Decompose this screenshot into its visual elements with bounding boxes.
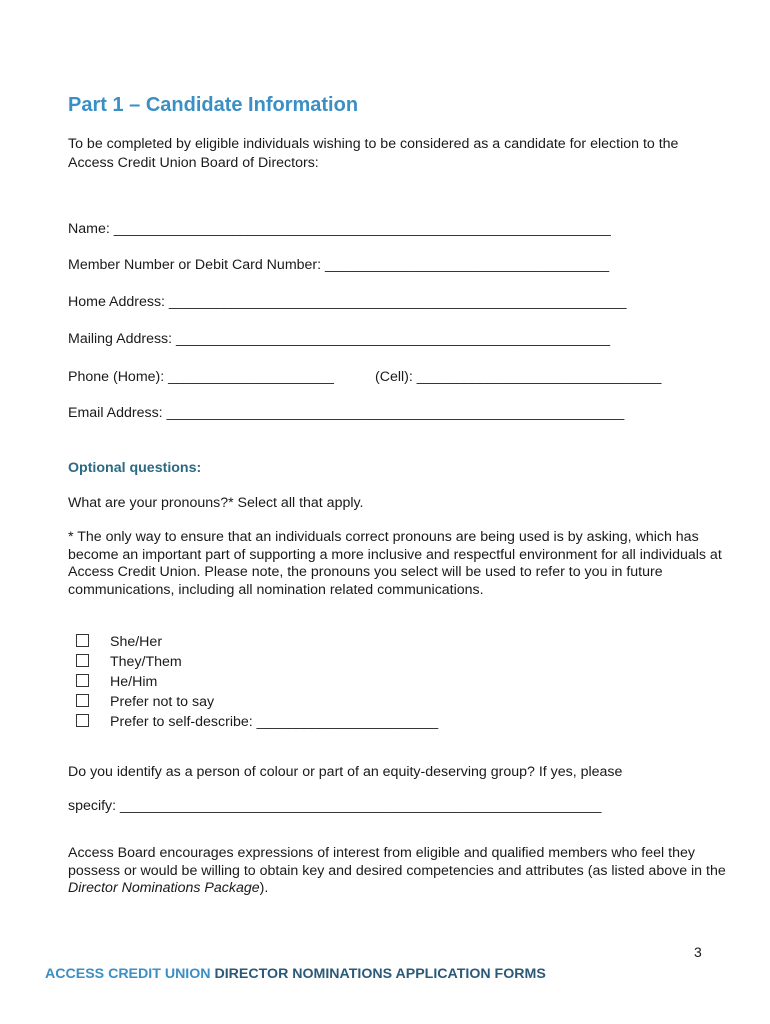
member-number-field[interactable]: Member Number or Debit Card Number: ____________________________________ <box>68 257 610 273</box>
closing-paragraph <box>68 845 728 898</box>
page-title: Part 1 – Candidate Information <box>68 94 359 116</box>
pronoun-question: What are your pronouns?* Select all that apply. <box>68 495 364 511</box>
page-number: 3 <box>694 944 702 960</box>
closing-text: Access Board encourages expressions of interest from eligible and qualified members who feel they possess or would be willing to obtain key and desired competencies and attributes (as listed above in the <box>68 845 726 879</box>
pronoun-option-self-describe[interactable] <box>76 714 438 730</box>
option-label: They/Them <box>110 654 182 670</box>
package-title: Director Nominations Package <box>68 880 260 896</box>
footer-brand: ACCESS CREDIT UNION <box>45 966 211 982</box>
mailing-address-field[interactable]: Mailing Address: _______________________________________________________ <box>68 331 611 347</box>
email-field[interactable]: Email Address: __________________________________________________________ <box>68 405 625 421</box>
phone-home-field[interactable]: Phone (Home): _____________________ <box>68 369 334 385</box>
footer-title: DIRECTOR NOMINATIONS APPLICATION FORMS <box>210 966 546 982</box>
option-label: He/Him <box>110 674 158 690</box>
checkbox[interactable] <box>76 694 89 707</box>
footer <box>45 966 546 982</box>
option-label: She/Her <box>110 634 163 650</box>
phone-cell-field[interactable]: (Cell): _______________________________ <box>375 369 662 385</box>
pronoun-option-they-them[interactable] <box>76 654 182 670</box>
closing-end: ). <box>259 880 269 896</box>
option-label: Prefer not to say <box>110 694 215 710</box>
name-field[interactable]: Name: _______________________________________________________________ <box>68 221 611 237</box>
checkbox[interactable] <box>76 634 89 647</box>
equity-specify-field[interactable]: specify: _____________________________________________________________ <box>68 798 602 814</box>
option-label: Prefer to self-describe: _______________________ <box>110 714 439 730</box>
checkbox[interactable] <box>76 654 89 667</box>
pronoun-option-prefer-not[interactable] <box>76 694 214 710</box>
equity-question: Do you identify as a person of colour or part of an equity-deserving group? If yes, please <box>68 764 623 780</box>
pronoun-option-he-him[interactable] <box>76 674 157 690</box>
pronoun-option-she-her[interactable] <box>76 634 162 650</box>
checkbox[interactable] <box>76 674 89 687</box>
checkbox[interactable] <box>76 714 89 727</box>
optional-questions-heading: Optional questions: <box>68 460 202 476</box>
pronoun-note: * The only way to ensure that an individuals correct pronouns are being used is by asking, which has become an important part of supporting a more inclusive and respectful environment for all individuals at Access Credit Union. Please note, the pronouns you select will be used to refer to you in future communications, including all nomination related communications. <box>68 529 722 598</box>
home-address-field[interactable]: Home Address: __________________________________________________________ <box>68 294 627 310</box>
intro-text: To be completed by eligible individuals wishing to be considered as a candidate for election to the Access Credit Union Board of Directors: <box>68 136 679 171</box>
